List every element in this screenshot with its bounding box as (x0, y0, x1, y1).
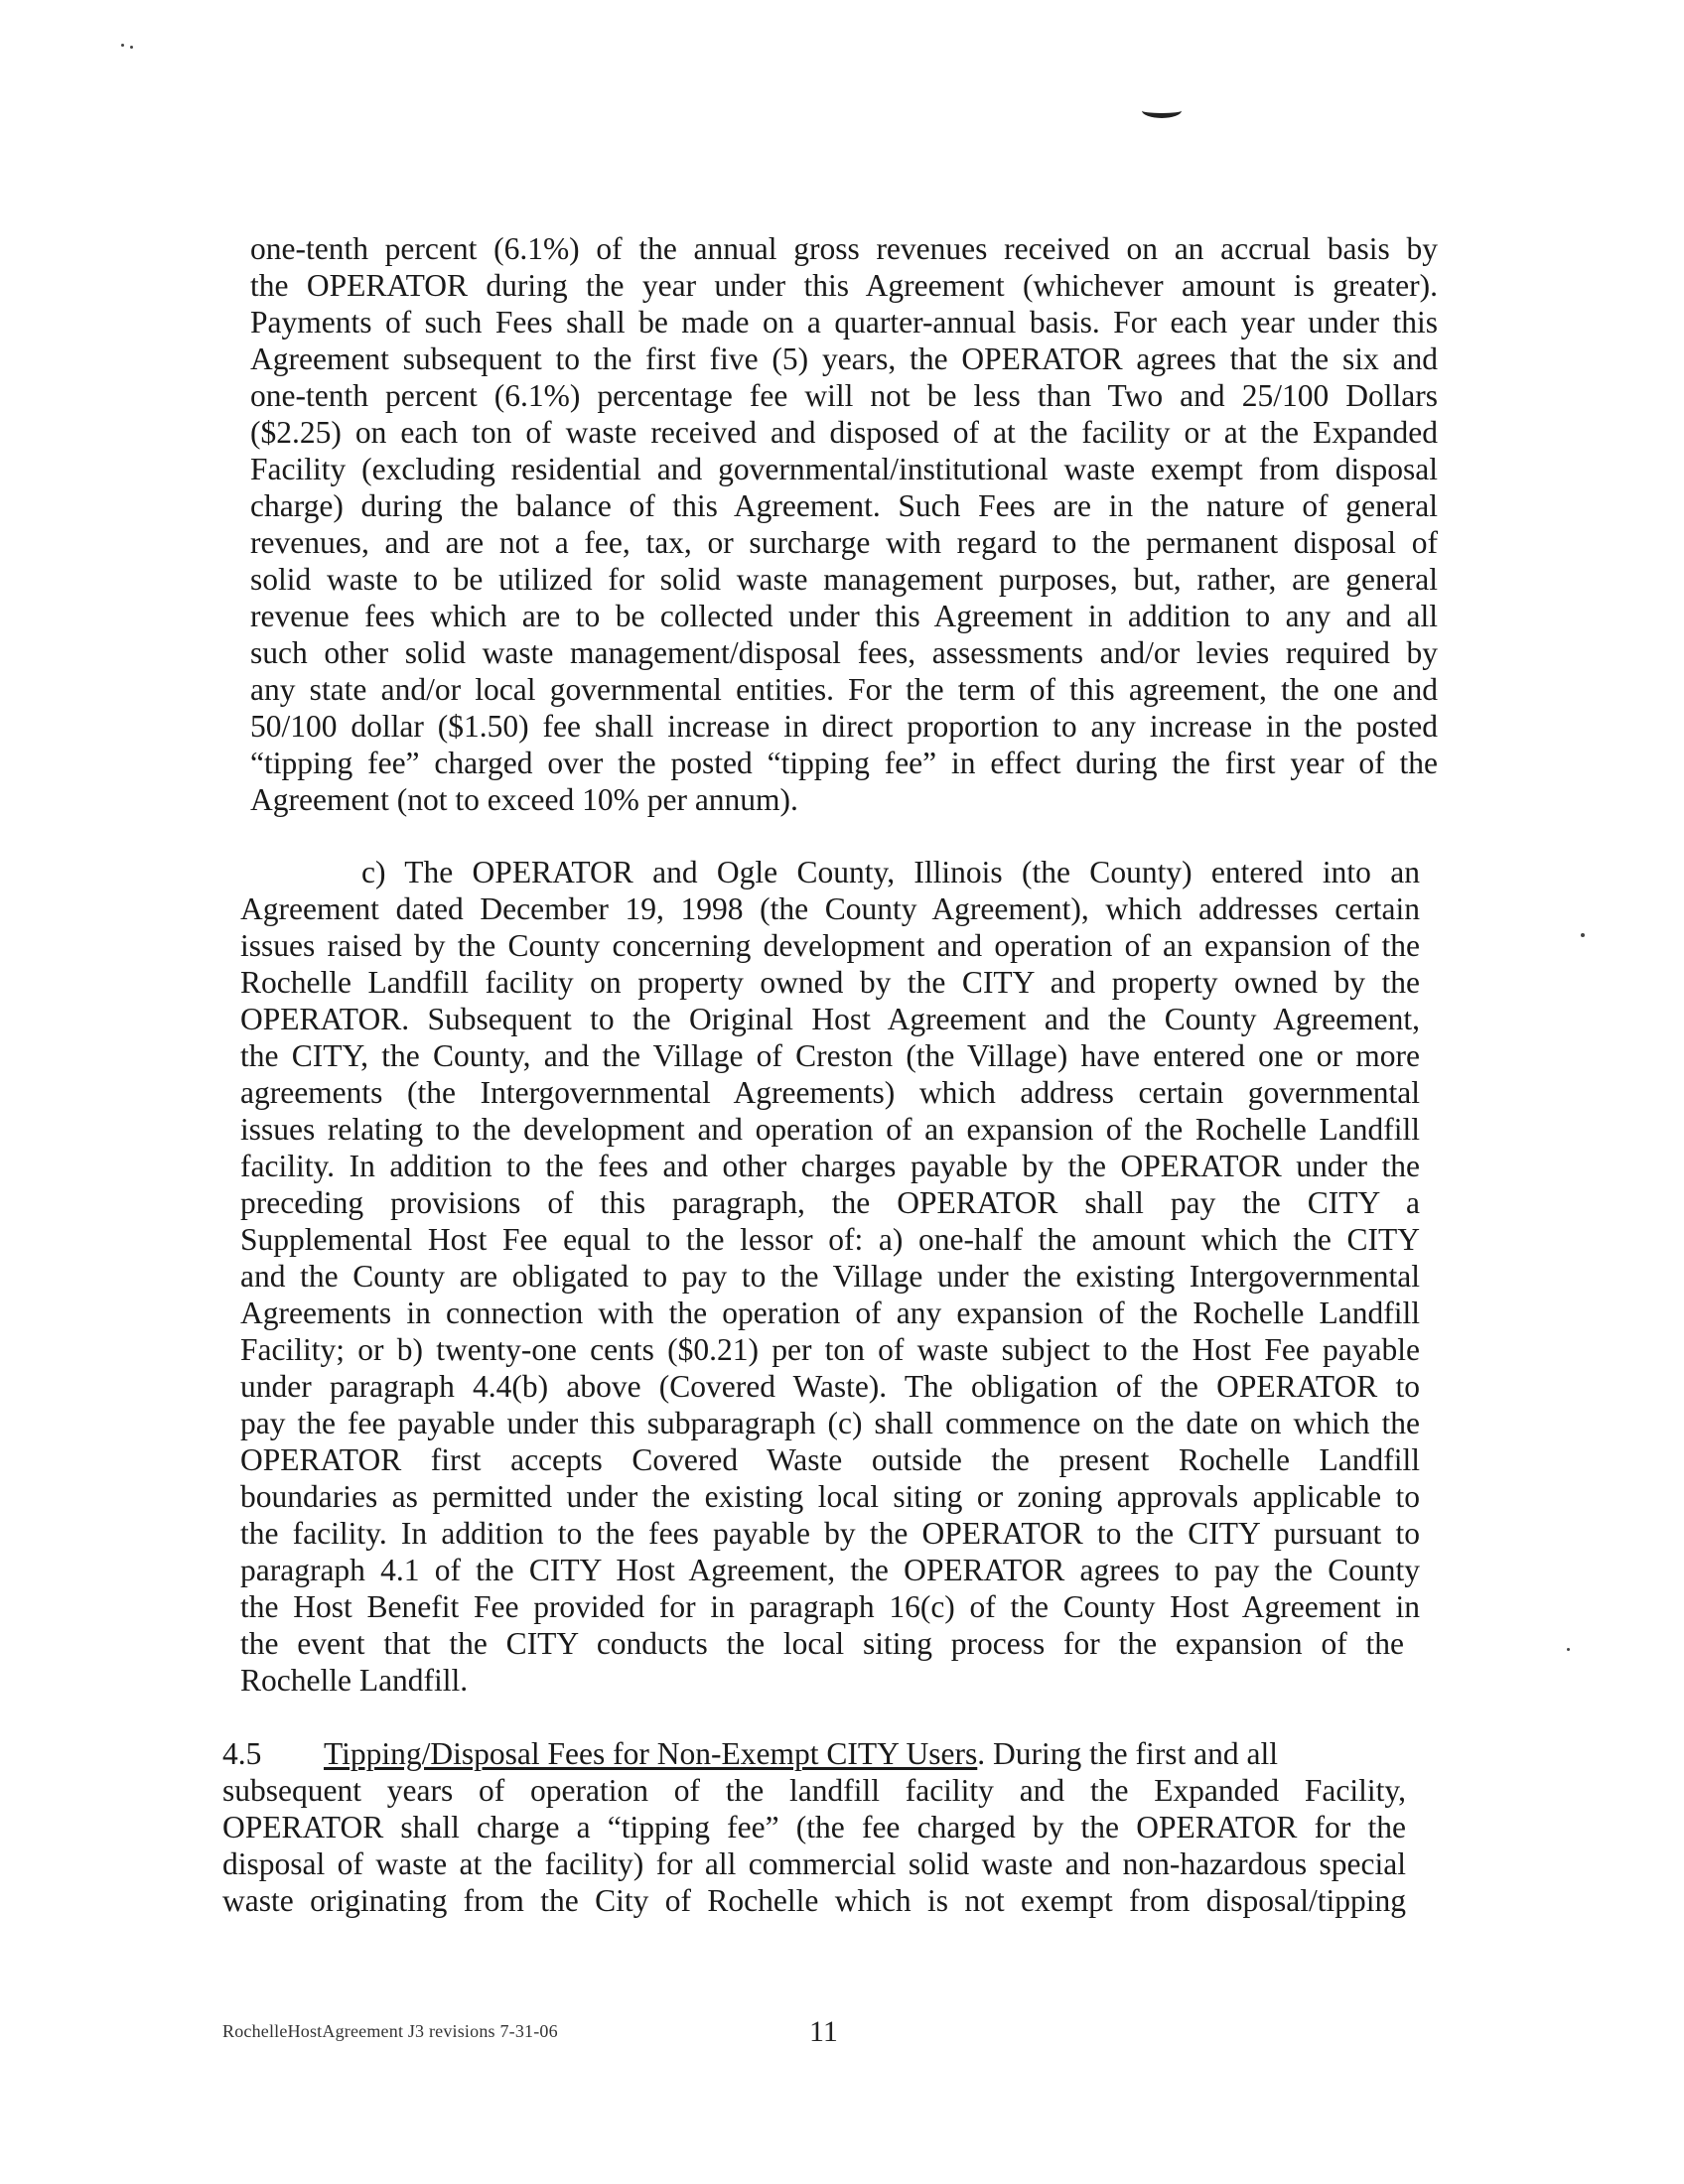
text-line: boundaries as permitted under the existing local siting or zoning approvals applicable to (240, 1479, 1420, 1514)
text-line: under paragraph 4.4(b) above (Covered Waste). The obligation of the OPERATOR to (240, 1369, 1420, 1404)
text-line: Agreement subsequent to the first five (5) years, the OPERATOR agrees that the six and (250, 341, 1438, 376)
text-line: Agreements in connection with the operation of any expansion of the Rochelle Landfill (240, 1296, 1420, 1330)
text-line: agreements (the Intergovernmental Agreements) which address certain governmental (240, 1075, 1420, 1110)
text-line: one-tenth percent (6.1%) percentage fee will not be less than Two and 25/100 Dollars (250, 378, 1438, 413)
text-line: issues raised by the County concerning development and operation of an expansion of the (240, 928, 1420, 963)
text-line: Agreement dated December 19, 1998 (the County Agreement), which addresses certain (240, 891, 1420, 926)
text-line: the CITY, the County, and the Village of Creston (the Village) have entered one or more (240, 1038, 1420, 1073)
text-line: the Host Benefit Fee provided for in paragraph 16(c) of the County Host Agreement in (240, 1589, 1420, 1624)
text-line: OPERATOR first accepts Covered Waste outside the present Rochelle Landfill (240, 1442, 1420, 1477)
footer-document-name: RochelleHostAgreement J3 revisions 7-31-06 (222, 2021, 558, 2041)
text-line: 50/100 dollar ($1.50) fee shall increase in direct proportion to any increase in the posted (250, 709, 1438, 744)
text-line: “tipping fee” charged over the posted “tipping fee” in effect during the first year of the (250, 746, 1438, 780)
text-line: waste originating from the City of Rochelle which is not exempt from disposal/tipping (222, 1883, 1406, 1918)
text-line: preceding provisions of this paragraph, the OPERATOR shall pay the CITY a (240, 1185, 1420, 1220)
text-line: charge) during the balance of this Agreement. Such Fees are in the nature of general (250, 488, 1438, 523)
scan-mark (1142, 103, 1182, 118)
text-line: Supplemental Host Fee equal to the lessor of: a) one-half the amount which the CITY (240, 1222, 1420, 1257)
text-line: ($2.25) on each ton of waste received and disposed of at the facility or at the Expanded (250, 415, 1438, 450)
scan-speck (1581, 933, 1585, 937)
text-line: Payments of such Fees shall be made on a quarter-annual basis. For each year under this (250, 305, 1438, 340)
text-line: Facility; or b) twenty-one cents ($0.21) per ton of waste subject to the Host Fee payable (240, 1332, 1420, 1367)
scan-speck (121, 44, 124, 47)
text-line: solid waste to be utilized for solid waste management purposes, but, rather, are general (250, 562, 1438, 597)
text-line: OPERATOR. Subsequent to the Original Host Agreement and the County Agreement, (240, 1002, 1420, 1036)
text-line: Facility (excluding residential and governmental/institutional waste exempt from disposal (250, 452, 1438, 486)
text-line: disposal of waste at the facility) for all commercial solid waste and non-hazardous special (222, 1846, 1406, 1881)
text-line: pay the fee payable under this subparagraph (c) shall commence on the date on which the (240, 1406, 1420, 1440)
text-line: Rochelle Landfill. (240, 1663, 469, 1698)
text-line: issues relating to the development and operation of an expansion of the Rochelle Landfill (240, 1112, 1420, 1147)
text-line: revenue fees which are to be collected under this Agreement in addition to any and all (250, 599, 1438, 633)
section-heading-line (324, 1735, 1278, 1773)
text-line: the OPERATOR during the year under this Agreement (whichever amount is greater). (250, 268, 1438, 303)
section-number: 4.5 (222, 1736, 262, 1771)
text-line: the facility. In addition to the fees payable by the OPERATOR to the CITY pursuant to (240, 1516, 1420, 1551)
text-line: the event that the CITY conducts the local siting process for the expansion of the (240, 1626, 1404, 1661)
section-heading: Tipping/Disposal Fees for Non-Exempt CITY Users (324, 1736, 978, 1771)
section-heading-rest: . During the first and all (977, 1736, 1278, 1771)
text-line: OPERATOR shall charge a “tipping fee” (the fee charged by the OPERATOR for the (222, 1810, 1406, 1844)
text-line: facility. In addition to the fees and other charges payable by the OPERATOR under the (240, 1149, 1420, 1183)
text-line: and the County are obligated to pay to the Village under the existing Intergovernmental (240, 1259, 1420, 1294)
text-line: paragraph 4.1 of the CITY Host Agreement, the OPERATOR agrees to pay the County (240, 1553, 1420, 1587)
text-line: c) The OPERATOR and Ogle County, Illinois (the County) entered into an (361, 855, 1420, 889)
text-line: Rochelle Landfill facility on property owned by the CITY and property owned by the (240, 965, 1420, 1000)
text-line: one-tenth percent (6.1%) of the annual gross revenues received on an accrual basis by (250, 231, 1438, 266)
scan-speck (1567, 1648, 1570, 1651)
text-line: any state and/or local governmental entities. For the term of this agreement, the one and (250, 672, 1438, 707)
text-line: such other solid waste management/disposal fees, assessments and/or levies required by (250, 635, 1438, 670)
scan-speck (130, 46, 133, 49)
text-line: Agreement (not to exceed 10% per annum). (250, 782, 798, 817)
page-number: 11 (809, 2015, 838, 2048)
text-line: revenues, and are not a fee, tax, or surcharge with regard to the permanent disposal of (250, 525, 1438, 560)
text-line: subsequent years of operation of the landfill facility and the Expanded Facility, (222, 1773, 1406, 1808)
